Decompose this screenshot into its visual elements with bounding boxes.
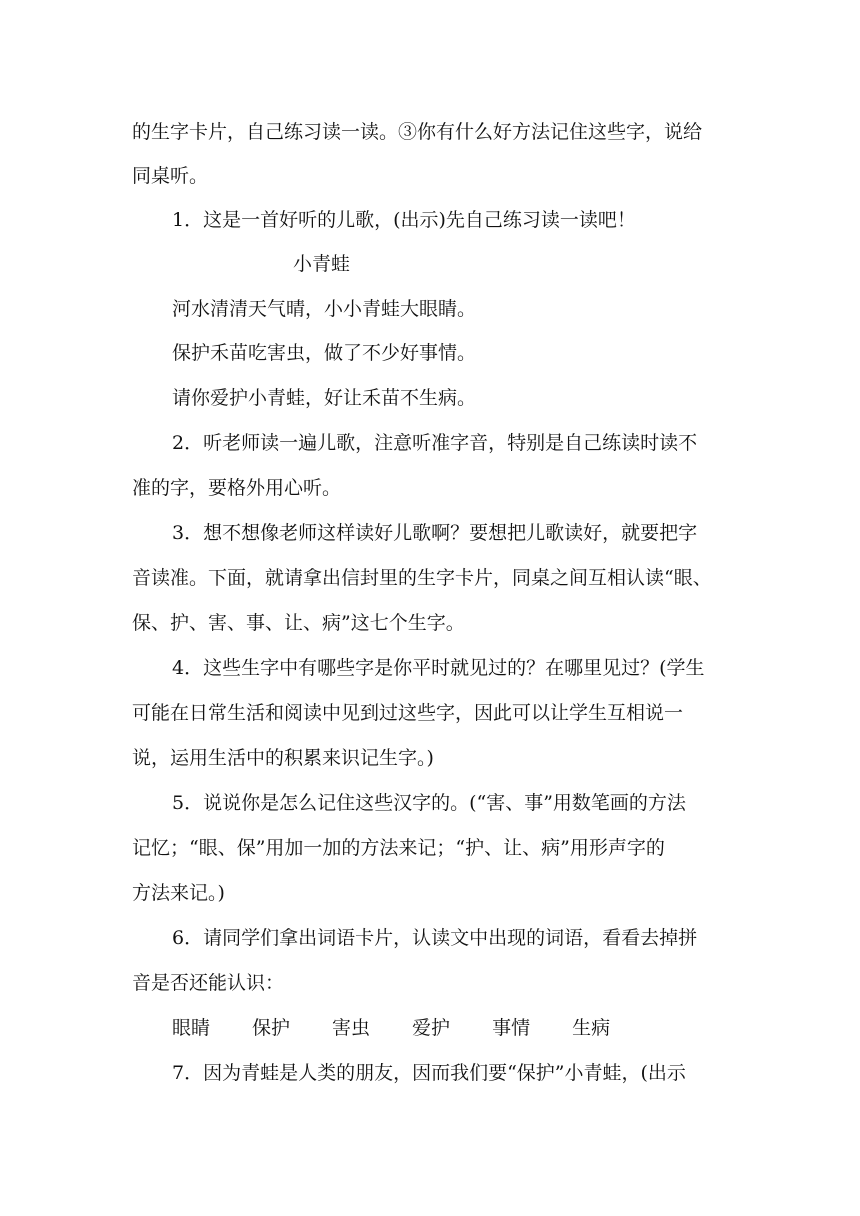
word-item: 事情 xyxy=(492,1017,531,1039)
word-item: 保护 xyxy=(252,1017,291,1039)
paragraph-line: 5．说说你是怎么记住这些汉字的。(“害、事”用数笔画的方法 xyxy=(172,792,686,814)
paragraph-line: 保、护、害、事、让、病”这七个生字。 xyxy=(132,612,465,634)
paragraph-line: 3．想不想像老师这样读好儿歌啊？要想把儿歌读好，就要把字 xyxy=(172,522,698,544)
paragraph-line: 6．请同学们拿出词语卡片，认读文中出现的词语，看看去掉拼 xyxy=(172,927,698,949)
paragraph-line: 2．听老师读一遍儿歌，注意听准字音，特别是自己练读时读不 xyxy=(172,432,698,454)
paragraph-line: 同桌听。 xyxy=(132,165,209,187)
word-item: 害虫 xyxy=(332,1017,371,1039)
paragraph-line: 音是否还能认识： xyxy=(132,972,285,994)
poem-line: 请你爱护小青蛙，好让禾苗不生病。 xyxy=(172,387,477,409)
paragraph-line: 准的字，要格外用心听。 xyxy=(132,477,342,499)
paragraph-line: 说，运用生活中的积累来识记生字。) xyxy=(132,747,434,769)
paragraph-line: 可能在日常生活和阅读中见到过这些字，因此可以让学生互相说一 xyxy=(132,702,684,724)
paragraph-line: 记忆；“眼、保”用加一加的方法来记；“护、让、病”用形声字的 xyxy=(132,837,665,859)
paragraph-line: 的生字卡片，自己练习读一读。③你有什么好方法记住这些字，说给 xyxy=(132,121,703,143)
poem-title: 小青蛙 xyxy=(293,253,351,275)
poem-line: 保护禾苗吃害虫，做了不少好事情。 xyxy=(172,342,477,364)
word-item: 爱护 xyxy=(412,1017,451,1039)
word-list xyxy=(172,1016,652,1040)
paragraph-line: 方法来记。) xyxy=(132,882,225,904)
paragraph-line: 1．这是一首好听的儿歌，(出示)先自己练习读一读吧！ xyxy=(172,209,636,231)
paragraph-line: 4．这些生字中有哪些字是你平时就见过的？在哪里见过？(学生 xyxy=(172,657,705,679)
poem-line: 河水清清天气晴，小小青蛙大眼睛。 xyxy=(172,298,477,320)
word-item: 生病 xyxy=(572,1017,611,1039)
paragraph-line: 7．因为青蛙是人类的朋友，因而我们要“保护”小青蛙，(出示 xyxy=(172,1062,686,1084)
word-item: 眼睛 xyxy=(172,1017,211,1039)
paragraph-line: 音读准。下面，就请拿出信封里的生字卡片，同桌之间互相认读“眼、 xyxy=(132,567,712,589)
